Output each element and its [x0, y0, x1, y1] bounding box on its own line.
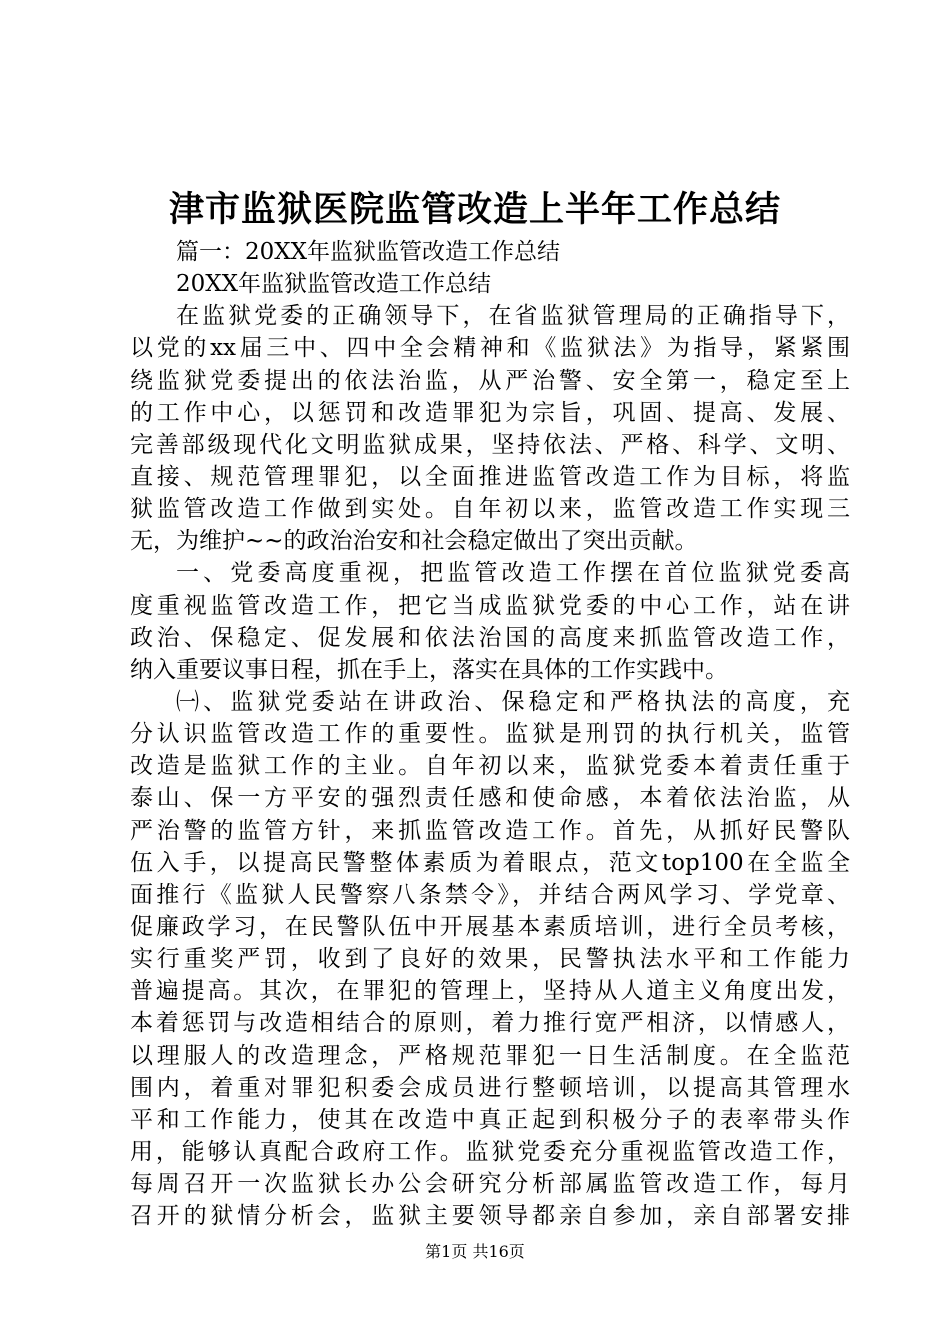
- text-line: 每周召开一次监狱长办公会研究分析部属监管改造工作，每月: [130, 1171, 850, 1198]
- text-line: 促廉政学习，在民警队伍中开展基本素质培训，进行全员考核，: [130, 913, 850, 940]
- text-line: 面推行《监狱人民警察八条禁令》，并结合两风学习、学党章、: [130, 881, 850, 908]
- document-body: [130, 236, 850, 1232]
- document-title: 津市监狱医院监管改造上半年工作总结: [168, 189, 781, 230]
- text-line: 分认识监管改造工作的重要性。监狱是刑罚的执行机关，监管: [130, 721, 850, 748]
- text-line: 20XX年监狱监管改造工作总结: [176, 271, 492, 298]
- text-line: 本着惩罚与改造相结合的原则，着力推行宽严相济，以情感人，: [130, 1010, 850, 1037]
- text-line: 政治、保稳定、促发展和依法治国的高度来抓监管改造工作，: [130, 624, 850, 651]
- text-line: 狱监管改造工作做到实处。自年初以来，监管改造工作实现三: [130, 496, 850, 523]
- text-line: 篇一：20XX年监狱监管改造工作总结: [176, 239, 561, 265]
- text-line: 以理服人的改造理念，严格规范罪犯一日生活制度。在全监范: [130, 1042, 850, 1069]
- text-line: 泰山、保一方平安的强烈责任感和使命感，本着依法治监，从: [130, 785, 850, 812]
- text-line: 实行重奖严罚，收到了良好的效果，民警执法水平和工作能力: [130, 946, 850, 973]
- text-line: 伍入手，以提高民警整体素质为着眼点，范文top100在全监全: [130, 849, 850, 876]
- text-line: 普遍提高。其次，在罪犯的管理上，坚持从人道主义角度出发，: [130, 978, 850, 1005]
- text-line: 一、党委高度重视，把监管改造工作摆在首位监狱党委高: [176, 560, 850, 587]
- text-line: 绕监狱党委提出的依法治监，从严治警、安全第一，稳定至上: [130, 367, 850, 394]
- page-footer: 第1页 共16页: [425, 1242, 525, 1261]
- text-line: 改造是监狱工作的主业。自年初以来，监狱党委本着责任重于: [130, 753, 850, 780]
- text-line: 无，为维护~~的政治治安和社会稳定做出了突出贡献。: [130, 528, 698, 555]
- text-line: 召开的狱情分析会，监狱主要领导都亲自参加，亲自部署安排: [130, 1203, 850, 1230]
- text-line: 的工作中心，以惩罚和改造罪犯为宗旨，巩固、提高、发展、: [130, 399, 850, 426]
- text-line: 完善部级现代化文明监狱成果，坚持依法、严格、科学、文明、: [130, 431, 850, 458]
- text-line: 严治警的监管方针，来抓监管改造工作。首先，从抓好民警队: [130, 817, 850, 844]
- text-line: 以党的xx届三中、四中全会精神和《监狱法》为指导，紧紧围: [130, 335, 850, 362]
- text-line: 纳入重要议事日程，抓在手上，落实在具体的工作实践中。: [130, 656, 728, 683]
- text-line: 在监狱党委的正确领导下，在省监狱管理局的正确指导下，: [176, 303, 850, 330]
- text-line: ㈠、监狱党委站在讲政治、保稳定和严格执法的高度，充: [176, 688, 850, 715]
- text-line: 度重视监管改造工作，把它当成监狱党委的中心工作，站在讲: [130, 592, 850, 619]
- text-line: 平和工作能力，使其在改造中真正起到积极分子的表率带头作: [130, 1106, 850, 1133]
- text-line: 直接、规范管理罪犯，以全面推进监管改造工作为目标，将监: [130, 463, 850, 490]
- text-line: 围内，着重对罪犯积委会成员进行整顿培训，以提高其管理水: [130, 1074, 850, 1101]
- text-line: 用，能够认真配合政府工作。监狱党委充分重视监管改造工作，: [130, 1138, 850, 1165]
